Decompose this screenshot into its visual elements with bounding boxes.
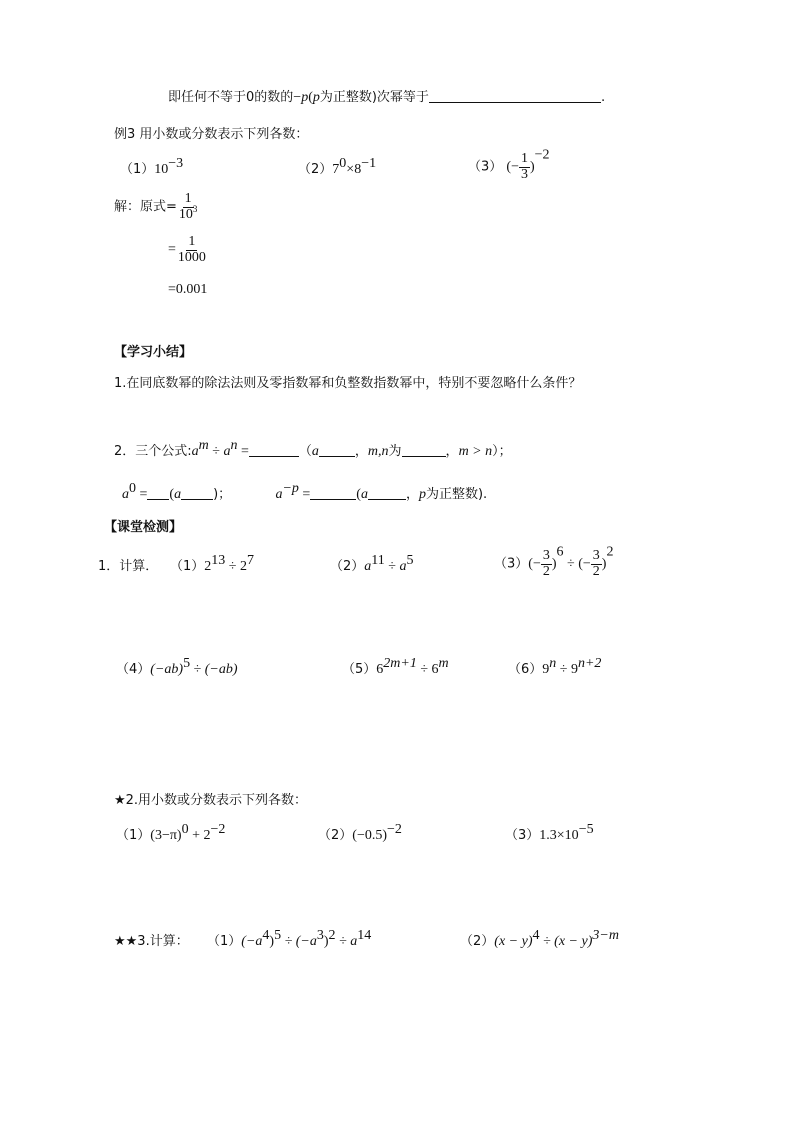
solution-line1 xyxy=(114,192,199,222)
denominator: 3 xyxy=(520,166,528,182)
paren: )； xyxy=(213,487,232,502)
denominator: 1000 xyxy=(177,249,206,265)
base: 9 xyxy=(570,662,578,677)
div-term: ÷ (−a xyxy=(281,934,317,949)
var-a: a xyxy=(223,444,231,459)
q3-lead: ★★3.计算： xyxy=(114,934,189,949)
exponent: 5 xyxy=(183,656,191,671)
solution-result: =0.001 xyxy=(168,282,208,297)
div-sign: ÷ xyxy=(225,559,240,574)
base: 2 xyxy=(204,559,212,574)
exponent: 6 xyxy=(556,544,564,560)
exponent: 2 xyxy=(606,544,614,560)
check-heading: 【课堂检测】 xyxy=(104,520,183,535)
exponent: −2 xyxy=(387,822,402,837)
numerator: 3 xyxy=(592,548,600,563)
denominator: 2 xyxy=(592,563,600,579)
q2-lead: 2．三个公式: xyxy=(114,444,192,459)
exponent: n xyxy=(549,656,557,671)
fraction xyxy=(591,549,602,579)
exponent: 0 xyxy=(129,481,136,496)
term: 1.3×10 xyxy=(539,828,579,843)
item-label: （1） xyxy=(120,162,155,177)
intro-minus: − xyxy=(293,90,302,105)
text-wei: 为 xyxy=(388,444,402,459)
exponent: 0 xyxy=(181,822,189,837)
denominator xyxy=(177,203,200,223)
exponent: 0 xyxy=(339,156,347,171)
check-q1-2 xyxy=(330,553,414,574)
times-sign: × xyxy=(346,162,355,177)
div-term: ÷ a xyxy=(335,934,358,949)
div-sign: ÷ xyxy=(556,662,571,677)
div-sign: ÷ xyxy=(384,559,400,574)
answer-blank[interactable] xyxy=(181,487,213,500)
check-q1-lead: 1．计算． xyxy=(98,559,159,574)
var-a: a xyxy=(360,487,368,502)
base: 10 xyxy=(154,162,169,177)
equals: = xyxy=(237,444,249,459)
equals: = xyxy=(168,242,176,258)
paren: ) xyxy=(323,934,329,949)
item-label: （2） xyxy=(298,162,333,177)
exponent: 14 xyxy=(357,928,372,943)
paren: (− xyxy=(506,159,519,175)
exponent: −2 xyxy=(534,147,550,163)
term: (−ab) xyxy=(150,662,184,677)
paren: ( xyxy=(169,487,175,502)
base: 8 xyxy=(354,162,362,177)
base: a xyxy=(399,559,407,574)
check-q3-2 xyxy=(460,928,619,949)
var-p: p xyxy=(418,487,426,502)
var-a: a xyxy=(275,487,283,502)
term: (−ab) xyxy=(204,662,238,677)
comma: ， xyxy=(354,444,368,459)
item-label: （3） xyxy=(505,828,540,843)
paren: ) xyxy=(551,556,557,572)
numerator: 3 xyxy=(542,548,550,563)
exponent: −2 xyxy=(210,822,226,837)
exponent: 13 xyxy=(211,553,226,568)
summary-heading: 【学习小结】 xyxy=(114,345,193,360)
summary-q1: 1.在同底数幂的除法法则及零指数幂和负整数指数幂中，特别不要忽略什么条件？ xyxy=(114,376,582,391)
div-sign: ÷ xyxy=(416,662,432,677)
div-sign: ÷ xyxy=(563,556,579,572)
check-q1-5 xyxy=(342,656,449,677)
item-label: （2） xyxy=(318,828,353,843)
item-label: （1） xyxy=(207,934,242,949)
numerator: 1 xyxy=(188,234,196,249)
var-mn: m,n xyxy=(367,444,389,459)
condition: m > n xyxy=(458,444,493,459)
check-q2-3 xyxy=(505,822,594,843)
item-label: （5） xyxy=(342,662,377,677)
exponent: −1 xyxy=(361,156,377,171)
exponent: −3 xyxy=(168,156,184,171)
fraction xyxy=(541,549,552,579)
var-a: a xyxy=(122,487,129,502)
var-a: a xyxy=(191,444,199,459)
check-q1-3 xyxy=(494,544,614,579)
item-label: （2） xyxy=(460,934,495,949)
exponent: 4 xyxy=(262,928,270,943)
check-q2-1 xyxy=(116,822,226,843)
intro-p2: p xyxy=(312,90,320,105)
exponent: n xyxy=(230,438,238,453)
fraction xyxy=(176,235,208,265)
example3-title: 例3 用小数或分数表示下列各数： xyxy=(114,127,309,142)
paren: ) xyxy=(269,934,275,949)
solution-line2 xyxy=(168,235,208,265)
plus-term: + 2 xyxy=(188,828,211,843)
base: 7 xyxy=(332,162,340,177)
exponent: 2 xyxy=(328,928,336,943)
item-label: （3） xyxy=(468,159,503,175)
answer-blank[interactable] xyxy=(402,444,446,457)
check-q1-6 xyxy=(508,656,602,677)
example3-item1 xyxy=(120,156,184,177)
base: 2 xyxy=(239,559,247,574)
denominator: 2 xyxy=(542,563,550,579)
item-label: （4） xyxy=(116,662,151,677)
paren: （ xyxy=(298,444,312,459)
comma: ， xyxy=(445,444,459,459)
example3-item2 xyxy=(298,156,377,177)
summary-q3 xyxy=(122,481,488,502)
paren: ) xyxy=(529,159,535,175)
base: 9 xyxy=(542,662,550,677)
exponent: 5 xyxy=(406,553,414,568)
check-q1-1 xyxy=(170,553,254,574)
base: 10 xyxy=(178,206,193,222)
exponent: m xyxy=(438,656,449,671)
intro-p: p xyxy=(301,90,309,105)
paren: (− xyxy=(578,556,591,572)
item-label: （1） xyxy=(116,828,151,843)
item-label: （2） xyxy=(330,559,365,574)
paren: ( xyxy=(356,487,361,502)
check-q3 xyxy=(114,928,372,949)
answer-blank[interactable] xyxy=(319,444,355,457)
comma: ， xyxy=(405,487,419,502)
numerator: 1 xyxy=(520,151,528,166)
base: 6 xyxy=(431,662,439,677)
div-sign: ÷ xyxy=(208,444,224,459)
item-label: （6） xyxy=(508,662,543,677)
tail-text: 为正整数). xyxy=(425,487,488,502)
term: (−0.5) xyxy=(352,828,388,843)
check-q2-2 xyxy=(318,822,402,843)
var-a: a xyxy=(174,487,182,502)
base: 6 xyxy=(376,662,384,677)
var-a: a xyxy=(311,444,319,459)
answer-blank[interactable] xyxy=(429,90,601,103)
intro-cond: 为正整数)次幂等于 xyxy=(319,90,429,105)
numerator: 1 xyxy=(184,191,192,206)
exponent: m xyxy=(198,438,209,453)
term: (x − y) xyxy=(494,934,533,949)
exponent: −p xyxy=(282,481,299,496)
summary-q2 xyxy=(114,438,512,459)
example3-item3 xyxy=(468,147,550,182)
exponent: 3−m xyxy=(592,928,619,943)
paren: ）； xyxy=(492,444,512,459)
exponent: 4 xyxy=(532,928,540,943)
paren: (− xyxy=(528,556,541,572)
term: (3−π) xyxy=(150,828,182,843)
fraction xyxy=(519,152,530,182)
answer-blank[interactable] xyxy=(147,487,169,500)
item-label: （3） xyxy=(494,556,529,572)
equals: = xyxy=(136,487,148,502)
exponent: 3 xyxy=(192,203,198,214)
equals: = xyxy=(298,487,311,502)
exponent: 5 xyxy=(274,928,282,943)
answer-blank[interactable] xyxy=(368,487,406,500)
term: (−a xyxy=(241,934,263,949)
intro-end: . xyxy=(600,90,606,105)
exponent: −5 xyxy=(578,822,594,837)
intro-paren: ( xyxy=(308,90,313,105)
intro-text: 即任何不等于0的数的 xyxy=(168,90,294,105)
paren: ) xyxy=(601,556,607,572)
intro-line xyxy=(168,90,605,105)
div-sign: ÷ xyxy=(190,662,205,677)
exponent: 2m+1 xyxy=(383,656,417,671)
item-label: （1） xyxy=(170,559,205,574)
exponent: 11 xyxy=(371,553,385,568)
exponent: 7 xyxy=(246,553,254,568)
fraction xyxy=(177,192,200,222)
answer-blank[interactable] xyxy=(310,487,356,500)
solution-lead: 解：原式= xyxy=(114,199,177,215)
check-q2-lead: ★2.用小数或分数表示下列各数： xyxy=(114,793,308,808)
base: a xyxy=(364,559,372,574)
check-q1-4 xyxy=(116,656,238,677)
answer-blank[interactable] xyxy=(249,444,299,457)
exponent: n+2 xyxy=(577,656,602,671)
div-term: ÷ (x − y) xyxy=(539,934,593,949)
exponent: 3 xyxy=(316,928,324,943)
